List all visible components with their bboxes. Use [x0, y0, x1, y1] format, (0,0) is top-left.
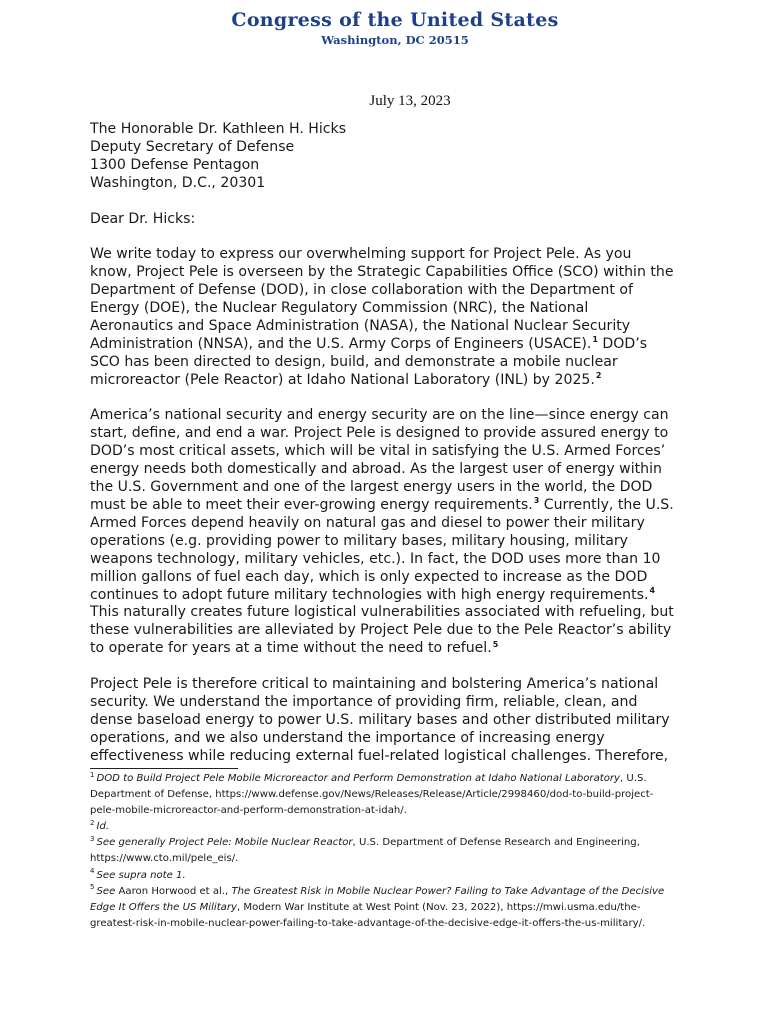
footnote-author: Aaron Horwood et al. — [118, 885, 226, 897]
text-line: DOD’s most critical assets, which will be vital in satisfying the U.S. Armed Forces’ — [90, 443, 666, 460]
letter-body — [90, 121, 682, 766]
letterhead-subtitle: Washington, DC 20515 — [321, 33, 469, 47]
footnote-1-line-3: pele-mobile-microreactor-and-perform-demonstration-at-idah/. — [90, 805, 407, 817]
recipient-address — [90, 121, 682, 193]
text-line: these vulnerabilities are alleviated by Project Pele due to the Pele Reactor’s ability — [90, 622, 672, 639]
footnotes — [90, 771, 682, 932]
text-segment: must be able to meet their ever-growing energy requirements. — [90, 496, 533, 513]
footnote-text: Id. — [96, 821, 110, 833]
footnote-5: $^5$ See Aaron Horwood et al., The Greatest Risk in Mobile Nuclear Power? Failing to Take Advantage of the Decisive — [90, 883, 665, 897]
footnote-title: See generally Project Pele: Mobile Nuclear Reactor — [96, 837, 353, 849]
footnote-1 — [90, 771, 682, 787]
footnote-text: , U.S. — [620, 773, 647, 784]
footnote-number: 3 — [90, 835, 95, 844]
footnote-5-line-2 — [90, 900, 682, 916]
text-line: energy needs both domestically and abroad. As the largest user of energy within — [90, 461, 662, 478]
text-line: operations, and we also understand the importance of increasing energy — [90, 729, 605, 746]
footnote-text: , U.S. Department of Defense Research and Engineering, — [352, 837, 640, 849]
paragraph-3 — [90, 676, 682, 766]
footnote-ref: 2 — [595, 370, 602, 380]
letterhead — [0, 8, 768, 48]
text-line: security. We understand the importance of providing firm, reliable, clean, and — [90, 693, 638, 710]
text-line: start, define, and end a war. Project Pele is designed to provide assured energy to — [90, 425, 669, 442]
paragraph-1 — [90, 246, 682, 389]
salutation: Dear Dr. Hicks: — [90, 210, 196, 227]
text-line: This naturally creates future logistical vulnerabilities associated with refueling, but — [90, 604, 674, 621]
text-line: We write today to express our overwhelming support for Project Pele. As you — [90, 246, 632, 263]
footnote-ref: 3 — [533, 496, 540, 506]
text-line: Project Pele is therefore critical to maintaining and bolstering America’s national — [90, 676, 659, 693]
footnote-3 — [90, 835, 682, 851]
address-line: Deputy Secretary of Defense — [90, 138, 295, 155]
text-line: America’s national security and energy security are on the line—since energy can — [90, 407, 669, 424]
text-segment: to operate for years at a time without the need to refuel. — [90, 640, 492, 657]
footnote-1-line-2: Department of Defense, https://www.defense.gov/News/Releases/Release/Article/2998460/dod-to-build-project- — [90, 789, 654, 801]
paragraph-2 — [90, 407, 682, 658]
footnote-title: DOD to Build Project Pele Mobile Microreactor and Perform Demonstration at Idaho National Laboratory — [96, 773, 621, 784]
footnote-title: The Greatest Risk in Mobile Nuclear Power? Failing to Take Advantage of the Decisive — [231, 885, 665, 897]
text-line: know, Project Pele is overseen by the Strategic Capabilities Office (SCO) within the — [90, 264, 674, 281]
footnote-signal: See — [96, 885, 119, 897]
footnote-4 — [90, 868, 682, 884]
text-segment: Administration (NNSA), and the U.S. Army Corps of Engineers (USACE). — [90, 335, 592, 352]
text-line: dense baseload energy to power U.S. military bases and other distributed military — [90, 711, 670, 728]
text-line: million gallons of fuel each day, which is only expected to increase as the DOD — [90, 568, 648, 585]
text-line: SCO has been directed to design, build, and demonstrate a mobile nuclear — [90, 353, 618, 370]
footnote-5-line-3: greatest-risk-in-mobile-nuclear-power-failing-to-take-advantage-of-the-decisive-edge-it-offers-the-us-military/. — [90, 917, 646, 929]
text-segment: continues to adopt future military technologies with high energy requirements. — [90, 586, 649, 603]
footnote-3-line-2: https://www.cto.mil/pele_eis/. — [90, 853, 239, 865]
text-segment: Currently, the U.S. — [539, 496, 674, 513]
text-line: weapons technology, military vehicles, etc.). In fact, the DOD uses more than 10 — [90, 550, 661, 567]
footnote-text: , Modern War Institute at West Point (Nov. 23, 2022), https://mwi.usma.edu/the- — [236, 901, 641, 913]
footnote-ref: 5 — [492, 639, 499, 649]
text-segment: microreactor (Pele Reactor) at Idaho National Laboratory (INL) by 2025. — [90, 371, 595, 388]
text-line — [90, 640, 682, 658]
text-line — [90, 372, 682, 390]
text-line: Armed Forces depend heavily on natural gas and diesel to power their military — [90, 514, 645, 531]
footnote-number: 2 — [90, 818, 95, 827]
text-segment: DOD’s — [597, 335, 648, 352]
text-line — [90, 497, 682, 515]
footnote-divider — [90, 768, 238, 769]
address-line: Washington, D.C., 20301 — [90, 174, 266, 191]
text-line: operations (e.g. providing power to military bases, military housing, military — [90, 532, 629, 549]
footnote-text: See supra note 1. — [96, 869, 186, 881]
footnote-number: 1 — [90, 770, 95, 779]
text-line: Energy (DOE), the Nuclear Regulatory Commission (NRC), the National — [90, 300, 589, 317]
letter-date: July 13, 2023 — [369, 93, 451, 109]
text-line — [90, 336, 682, 354]
text-line: the U.S. Government and one of the largest energy users in the world, the DOD — [90, 479, 653, 496]
text-line: Department of Defense (DOD), in close collaboration with the Department of — [90, 282, 633, 299]
letterhead-title: Congress of the United States — [231, 9, 559, 31]
text-line: Aeronautics and Space Administration (NASA), the National Nuclear Security — [90, 317, 631, 334]
address-line: The Honorable Dr. Kathleen H. Hicks — [90, 121, 347, 137]
footnote-ref: 1 — [592, 335, 598, 345]
footnote-2 — [90, 819, 682, 835]
address-line: 1300 Defense Pentagon — [90, 156, 260, 173]
footnote-number: 5 — [90, 883, 95, 892]
footnote-title: Edge It Offers the US Military — [90, 901, 237, 913]
footnote-ref: 4 — [649, 585, 656, 595]
text-line — [90, 587, 682, 605]
text-line: effectiveness while reducing external fuel-related logistical challenges. Therefore, — [90, 747, 669, 764]
footnote-number: 4 — [90, 867, 95, 876]
